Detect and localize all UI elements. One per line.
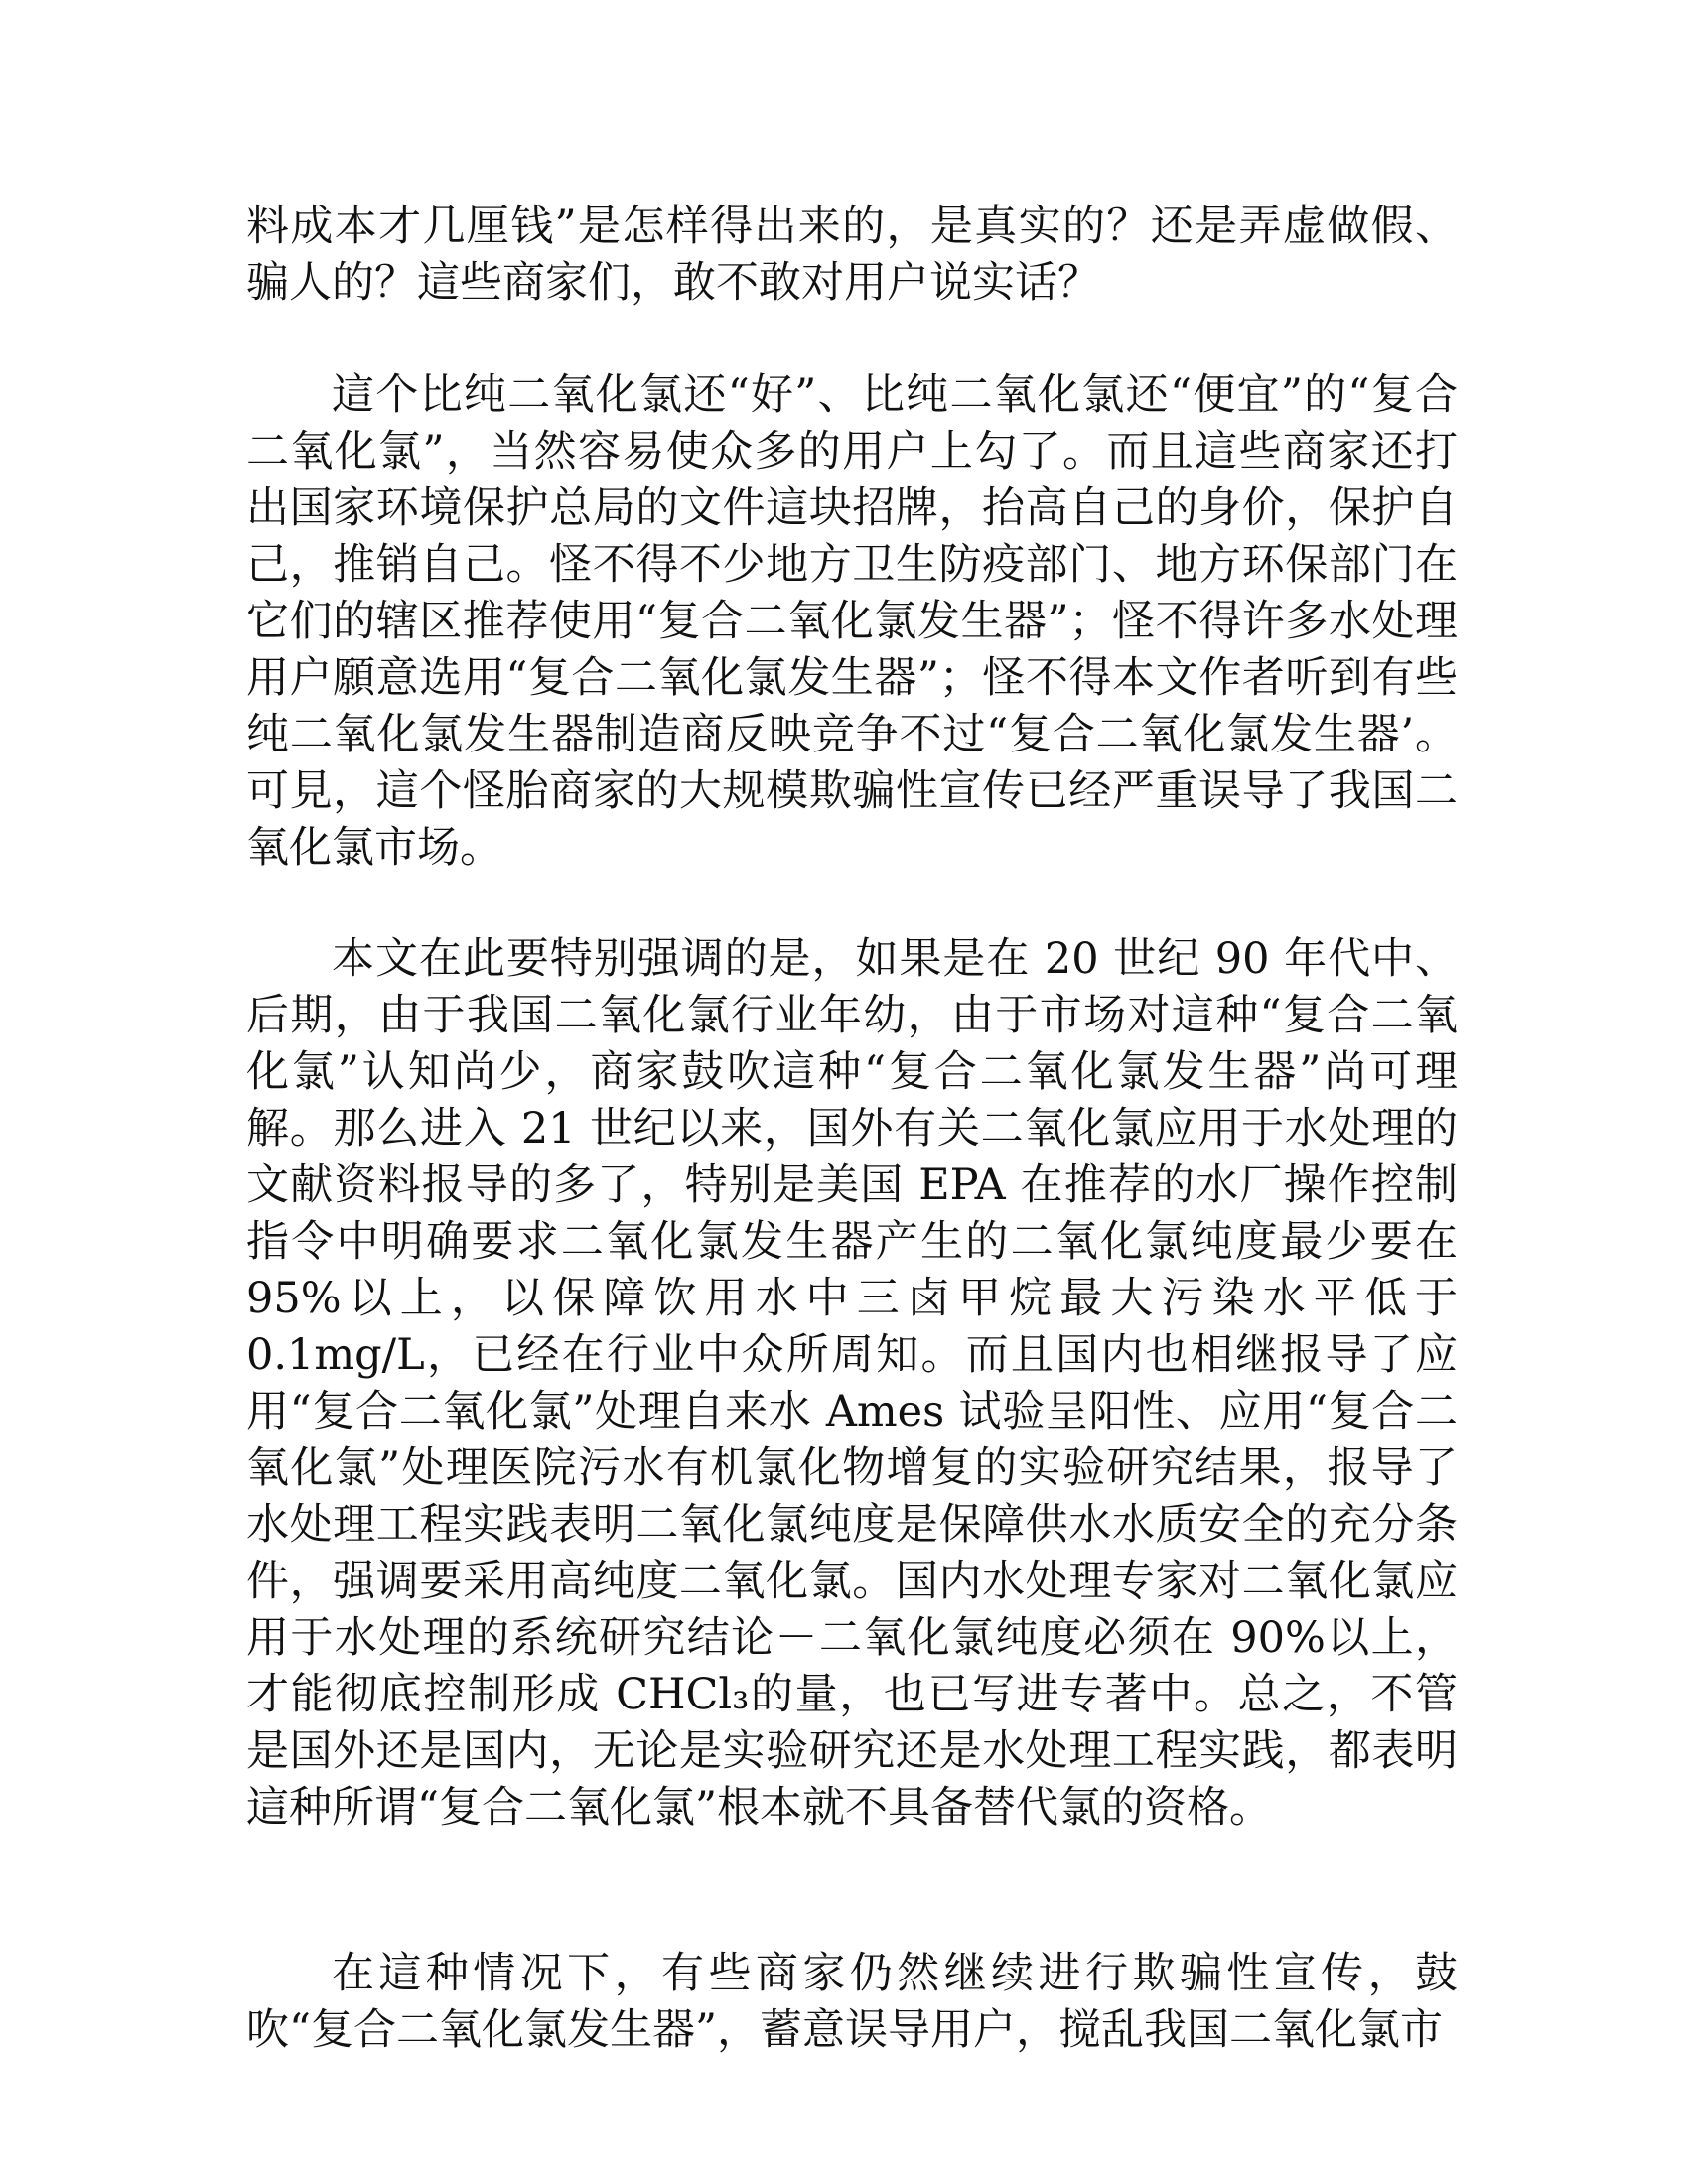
paragraph-continuation: 料成本才几厘钱”是怎样得出来的，是真实的？还是弄虚做假、骗人的？這些商家们，敢不敢对用户说实话？ xyxy=(246,202,1458,308)
paragraph-purity-requirements: 本文在此要特别强调的是，如果是在 20 世纪 90 年代中、后期，由于我国二氧化氯行业年幼，由于市场对這种“复合二氧化氯”认知尚少，商家鼓吹這种“复合二氧化氯发生器”尚可理解。那么进入 21 世纪以来，国外有关二氧化氯应用于水处理的文献资料报导的多了，特别是美国 EPA 在推荐的水厂操作控制指令中明确要求二氧化氯发生器产生的二氧化氯纯度最少要在 95%以上，以保障饮用水中三卤甲烷最大污染水平低于 0.1mg/L，已经在行业中众所周知。而且国内也相继报导了应用“复合二氧化氯”处理自来水 Ames 试验呈阳性、应用“复合二氧化氯”处理医院污水有机氯化物增复的实验研究结果，报导了水处理工程实践表明二氧化氯纯度是保障供水水质安全的充分条件，强调要采用高纯度二氧化氯。国内水处理专家对二氧化氯应用于水处理的系统研究结论－二氧化氯纯度必须在 90%以上，才能彻底控制形成 CHCl₃的量，也已写进专著中。总之，不管是国外还是国内，无论是实验研究还是水处理工程实践，都表明這种所谓“复合二氧化氯”根本就不具备替代氯的资格。 xyxy=(246,934,1458,1833)
paragraph-continued-misleading-promotion: 在這种情况下，有些商家仍然继续进行欺骗性宣传，鼓吹“复合二氧化氯发生器”，蓄意误导用户，搅乱我国二氧化氯市 xyxy=(246,1949,1458,2055)
paragraph-composite-chlorine-dioxide-appeal: 這个比纯二氧化氯还“好”、比纯二氧化氯还“便宜”的“复合二氧化氯”，当然容易使众多的用户上勾了。而且這些商家还打出国家环境保护总局的文件這块招牌，抬高自己的身价，保护自己，推销自己。怪不得不少地方卫生防疫部门、地方环保部门在它们的辖区推荐使用“复合二氧化氯发生器”；怪不得许多水处理用户願意选用“复合二氧化氯发生器”；怪不得本文作者听到有些纯二氧化氯发生器制造商反映竞争不过“复合二氧化氯发生器’。可見，這个怪胎商家的大规模欺骗性宣传已经严重误导了我国二氧化氯市场。 xyxy=(246,370,1458,873)
